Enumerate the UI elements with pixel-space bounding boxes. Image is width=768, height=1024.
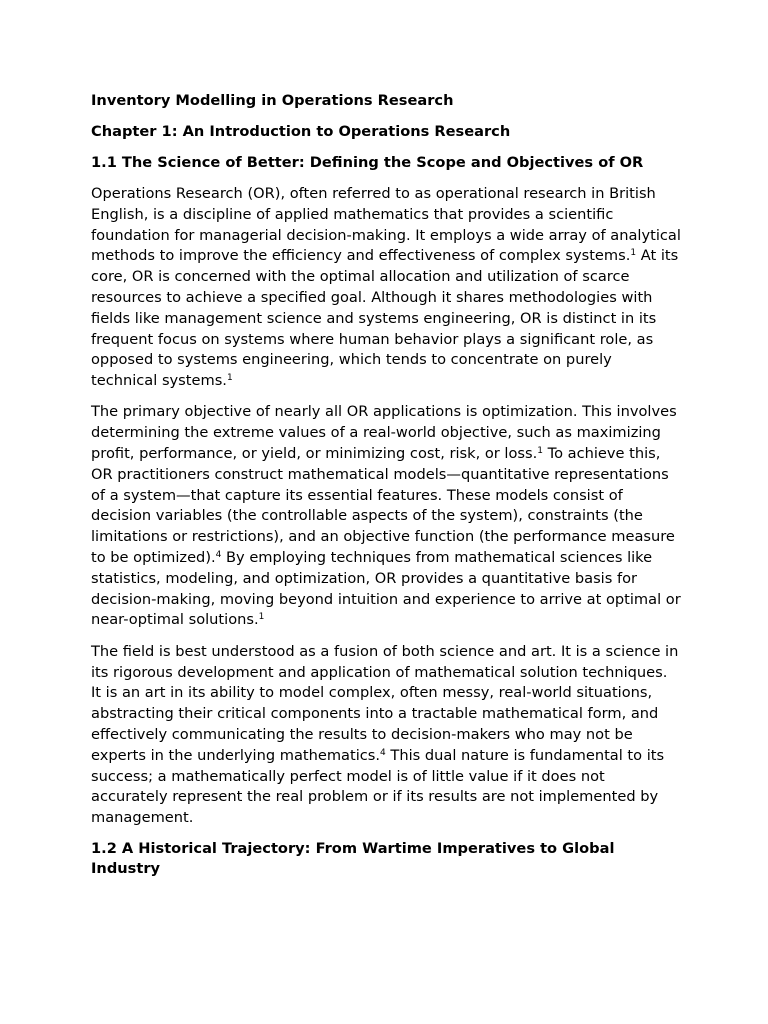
footnote-ref: 4 [215, 550, 222, 561]
paragraph-3-text-a: The field is best understood as a fusion of both science and art. It is a science in its rigorous development and application of mathematical solution techniques. It is an art in its ability to model complex, often messy, real-world situations, abstracting their critical components into a tractable mathematical form, and effectively communicating the results to decision-makers who may not be experts in the underlying mathematics. [91, 642, 679, 764]
section-heading-1-1: 1.1 The Science of Better: Defining the Scope and Objectives of OR [91, 154, 644, 171]
paragraph-3 [91, 642, 681, 829]
paragraph-2-text-c: By employing techniques from mathematical sciences like statistics, modeling, and optimization, OR provides a quantitative basis for decision-making, moving beyond intuition and experience to arrive at optimal or near-optimal solutions. [91, 549, 681, 629]
paragraph-1 [91, 184, 681, 392]
paragraph-2-text-a: The primary objective of nearly all OR applications is optimization. This involves determining the extreme values of a real-world objective, such as maximizing profit, performance, or yield, or minimizing cost, risk, or loss. [91, 403, 677, 463]
document-title: Inventory Modelling in Operations Research [91, 92, 454, 109]
footnote-ref: 1 [630, 248, 637, 259]
paragraph-2-text-b: To achieve this, OR practitioners construct mathematical models—quantitative representations of a system—that capture its essential features. These models consist of decision variables (the controllable aspects of the system), constraints (the limitations or restrictions), and an objective function (the performance measure to be optimized). [91, 445, 675, 567]
section-heading-1-2: 1.2 A Historical Trajectory: From Wartime Imperatives to Global Industry [91, 840, 615, 878]
footnote-ref: 1 [258, 612, 265, 623]
document-page [91, 91, 681, 890]
paragraph-1-text-b: At its core, OR is concerned with the optimal allocation and utilization of scarce resources to achieve a specified goal. Although it shares methodologies with fields like management science and systems engineering, OR is distinct in its frequent focus on systems where human behavior plays a significant role, as opposed to systems engineering, which tends to concentrate on purely technical systems. [91, 247, 679, 390]
chapter-title: Chapter 1: An Introduction to Operations Research [91, 123, 511, 140]
paragraph-3-text-b: This dual nature is fundamental to its success; a mathematically perfect model is of little value if it does not accurately represent the real problem or if its results are not implemented by management. [91, 746, 665, 827]
paragraph-1-text-a: Operations Research (OR), often referred to as operational research in British English, is a discipline of applied mathematics that provides a scientific foundation for managerial decision-making. It employs a wide array of analytical methods to improve the efficiency and effectiveness of complex systems. [91, 185, 681, 265]
paragraph-2 [91, 402, 681, 631]
footnote-ref: 1 [226, 373, 233, 384]
footnote-ref: 4 [380, 747, 386, 758]
footnote-ref: 1 [537, 446, 543, 457]
